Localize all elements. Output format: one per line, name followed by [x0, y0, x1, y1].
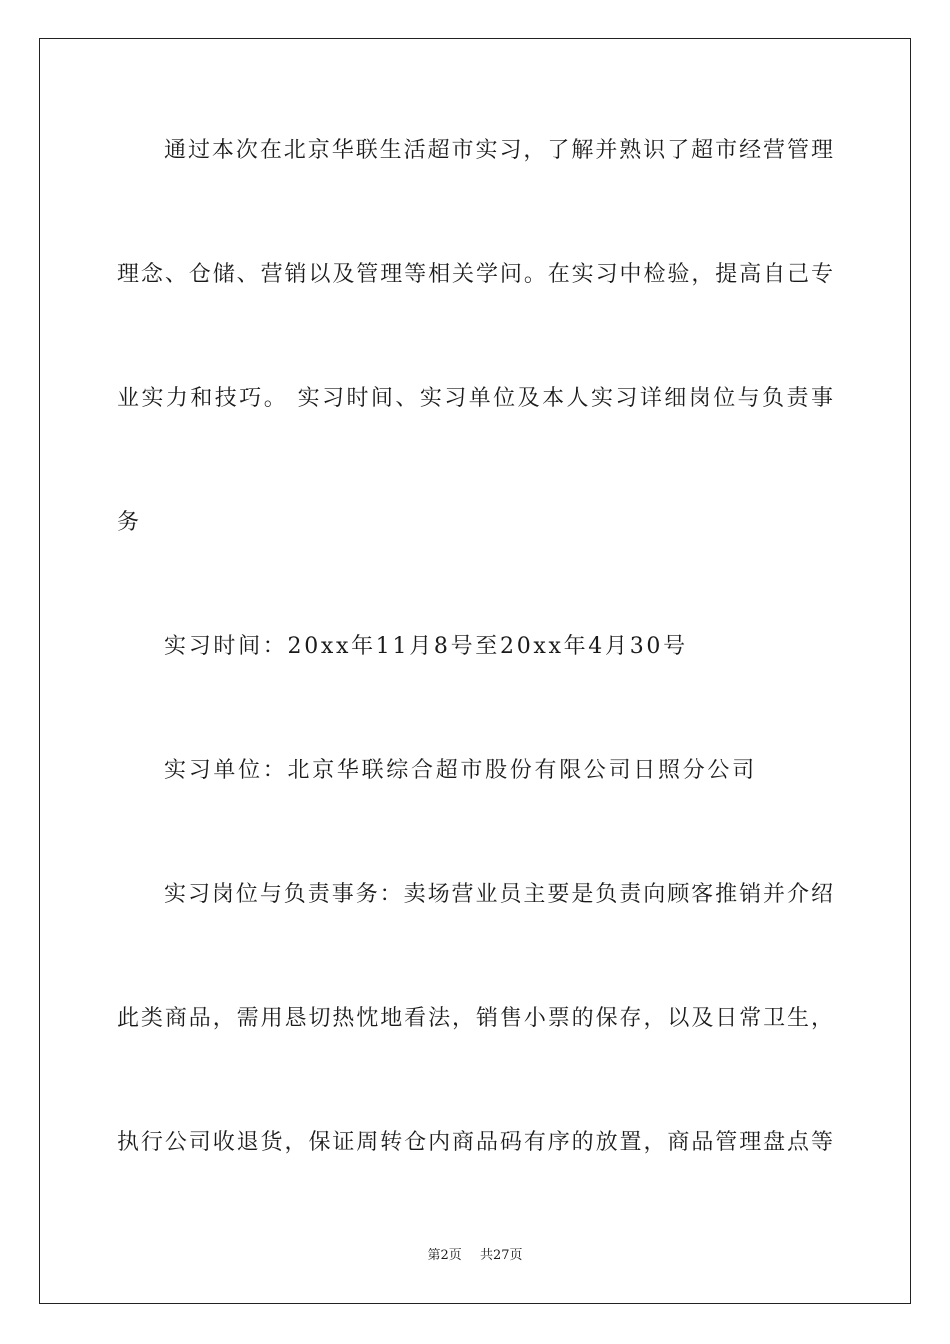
page-frame: [39, 38, 911, 1304]
text-line-8: 此类商品，需用恳切热忱地看法，销售小票的保存，以及日常卫生，: [117, 1006, 833, 1031]
text-line-7: 实习岗位与负责事务：卖场营业员主要是负责向顾客推销并介绍: [164, 882, 833, 907]
text-line-2: 理念、仓储、营销以及管理等相关学问。在实习中检验，提高自己专: [117, 262, 833, 287]
text-line-9: 执行公司收退货，保证周转仓内商品码有序的放置，商品管理盘点等: [117, 1130, 833, 1155]
text-line-3: 业实力和技巧。 实习时间、实习单位及本人实习详细岗位与负责事: [117, 386, 833, 411]
text-line-4: 务: [117, 510, 142, 535]
text-line-1: 通过本次在北京华联生活超市实习，了解并熟识了超市经营管理: [164, 138, 833, 163]
page-number: 第2页: [427, 1248, 462, 1263]
text-line-6: 实习单位：北京华联综合超市股份有限公司日照分公司: [164, 758, 757, 783]
page-total: 共27页: [479, 1248, 523, 1263]
text-line-5: 实习时间：20xx年11月8号至20xx年4月30号: [164, 634, 688, 659]
page-footer: [0, 1247, 950, 1265]
